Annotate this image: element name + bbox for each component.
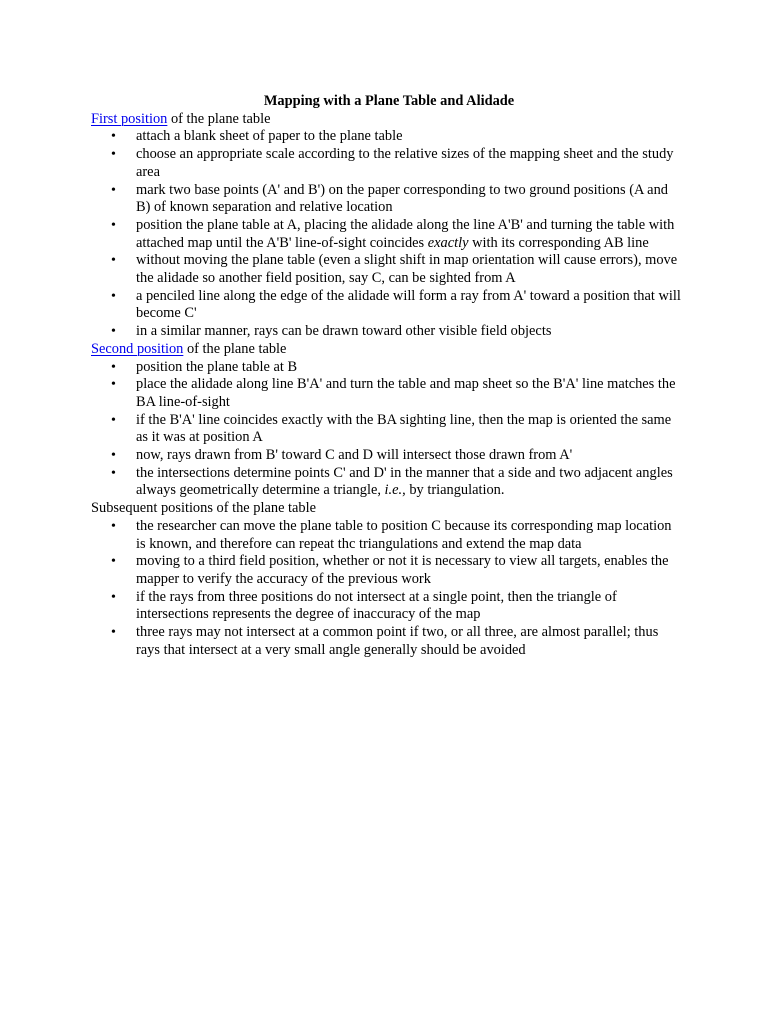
section-heading-text: of the plane table	[167, 110, 271, 127]
list-item	[91, 376, 681, 411]
list-item-text: position the plane table at B	[136, 358, 298, 375]
section-link[interactable]: Second position	[91, 340, 184, 357]
bullet-list	[91, 359, 681, 501]
bullet-icon: •	[111, 589, 116, 605]
list-item-text: without moving the plane table (even a slight shift in map orientation will cause errors), move the alidade so another field position, say C, can be sighted from A	[136, 252, 678, 287]
bullet-icon: •	[111, 359, 116, 375]
list-item-text: in a similar manner, rays can be drawn toward other visible field objects	[136, 323, 552, 340]
bullet-icon: •	[111, 253, 116, 269]
list-item-text: , by triangulation.	[402, 482, 505, 499]
bullet-icon: •	[111, 288, 116, 304]
list-item	[91, 553, 681, 588]
bullet-list	[91, 518, 681, 660]
bullet-icon: •	[111, 324, 116, 340]
section-heading	[91, 341, 681, 359]
list-item-text: three rays may not intersect at a common point if two, or all three, are almost parallel; thus rays that intersect at a very small angle generally should be avoided	[136, 624, 659, 658]
bullet-icon: •	[111, 412, 116, 428]
bullet-icon: •	[111, 554, 116, 570]
list-item-text: now, rays drawn from B' toward C and D will intersect those drawn from A'	[136, 447, 573, 464]
list-item-text: position the plane table at A, placing the alidade along the line A'B' and turning the table with attached map until the A'B' line-of-sight coincides	[136, 216, 675, 251]
bullet-icon: •	[111, 147, 116, 163]
list-item	[91, 447, 681, 465]
list-item	[91, 128, 681, 146]
list-item	[91, 182, 681, 217]
bullet-icon: •	[111, 377, 116, 393]
list-item	[91, 624, 681, 659]
list-item	[91, 412, 681, 447]
bullet-icon: •	[111, 465, 116, 481]
list-item	[91, 217, 681, 252]
list-item	[91, 288, 681, 323]
list-item-emphasis: i.e.	[384, 482, 403, 499]
list-item	[91, 323, 681, 341]
document-title: Mapping with a Plane Table and Alidade	[263, 93, 515, 109]
section-heading-text: of the plane table	[183, 340, 287, 357]
list-item-text: choose an appropriate scale according to the relative sizes of the mapping sheet and the study area	[136, 146, 674, 180]
section-heading	[91, 500, 681, 518]
list-item-text: if the B'A' line coincides exactly with the BA sighting line, then the map is oriented the same as it was at position A	[136, 411, 672, 446]
bullet-icon: •	[111, 129, 116, 145]
list-item-text: attach a blank sheet of paper to the plane table	[136, 128, 403, 145]
list-item	[91, 518, 681, 553]
sections-container	[91, 111, 681, 660]
list-item-text: the researcher can move the plane table to position C because its corresponding map location is known, and therefore can repeat thc triangulations and extend the map data	[136, 517, 672, 552]
list-item-text: with its corresponding AB line	[468, 234, 649, 251]
list-item-text: moving to a third field position, whether or not it is necessary to view all targets, enables the mapper to verify the accuracy of the previous work	[136, 553, 669, 587]
list-item-text: the intersections determine points C' and D' in the manner that a side and two adjacent angles always geometrically determine a triangle,	[136, 464, 673, 499]
bullet-list	[91, 128, 681, 340]
list-item	[91, 252, 681, 287]
bullet-icon: •	[111, 625, 116, 641]
bullet-icon: •	[111, 448, 116, 464]
list-item-text: a penciled line along the edge of the alidade will form a ray from A' toward a position that will become C'	[136, 287, 681, 322]
section-link[interactable]: First position	[91, 110, 168, 127]
document-body	[91, 93, 681, 660]
bullet-icon: •	[111, 182, 116, 198]
section-heading-text: Subsequent positions of the plane table	[91, 500, 317, 517]
bullet-icon: •	[111, 518, 116, 534]
list-item	[91, 589, 681, 624]
section-heading	[91, 111, 681, 129]
list-item-text: mark two base points (A' and B') on the paper corresponding to two ground positions (A and B) of known separation and relative location	[136, 181, 668, 216]
list-item	[91, 465, 681, 500]
list-item	[91, 359, 681, 377]
list-item-text: if the rays from three positions do not intersect at a single point, then the triangle of intersections represents the degree of inaccuracy of the map	[136, 588, 617, 623]
bullet-icon: •	[111, 217, 116, 233]
list-item-text: place the alidade along line B'A' and turn the table and map sheet so the B'A' line matches the BA line-of-sight	[136, 376, 676, 410]
list-item	[91, 146, 681, 181]
list-item-emphasis: exactly	[427, 234, 469, 251]
